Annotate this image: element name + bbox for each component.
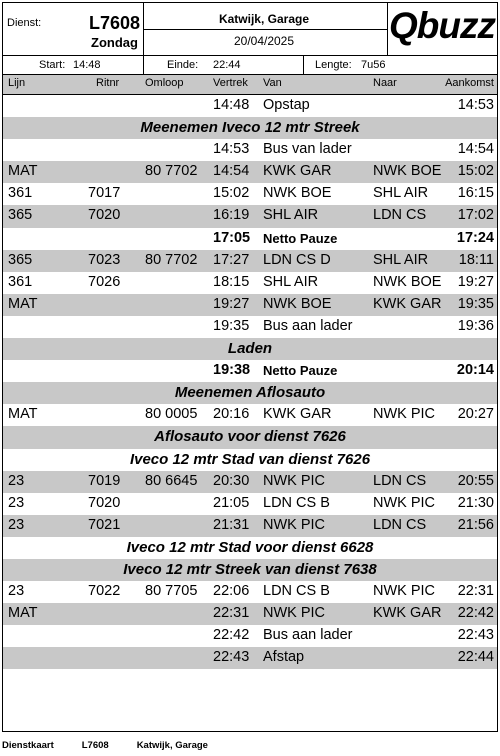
cell-van: LDN CS D bbox=[263, 251, 331, 268]
einde-label: Einde: bbox=[167, 59, 199, 71]
cell-aankomst: 14:53 bbox=[457, 97, 494, 113]
dienst-label: Dienst: bbox=[7, 17, 42, 29]
cell-van: NWK PIC bbox=[263, 516, 326, 533]
cell-vertrek: 18:15 bbox=[213, 273, 250, 290]
einde-time: 22:44 bbox=[213, 59, 241, 71]
col-aankomst: Aankomst bbox=[445, 77, 494, 89]
col-van: Van bbox=[263, 77, 282, 89]
cell-aankomst: 17:02 bbox=[457, 207, 494, 224]
card-header bbox=[3, 3, 497, 55]
table-row bbox=[3, 404, 497, 426]
cell-vertrek: 16:19 bbox=[213, 207, 250, 224]
cell-van: KWK GAR bbox=[263, 406, 332, 423]
pause-row bbox=[3, 228, 497, 250]
cell-aankomst: 15:02 bbox=[457, 163, 494, 180]
cell-aankomst: 20:27 bbox=[457, 406, 494, 423]
cell-aankomst: 19:36 bbox=[457, 317, 494, 334]
cell-naar: LDN CS bbox=[373, 472, 427, 489]
cell-aankomst: 18:11 bbox=[458, 251, 494, 268]
cell-van: KWK GAR bbox=[263, 163, 332, 180]
footer-title: Dienstkaart bbox=[2, 740, 54, 751]
table-row bbox=[3, 161, 497, 183]
col-lijn: Lijn bbox=[8, 77, 26, 89]
col-naar: Naar bbox=[373, 77, 397, 89]
table-row bbox=[3, 647, 497, 669]
start-time: 14:48 bbox=[73, 59, 101, 71]
cell-aankomst: 19:27 bbox=[457, 273, 494, 290]
cell-aankomst: 22:43 bbox=[457, 627, 494, 644]
cell-aankomst: 17:24 bbox=[456, 229, 494, 246]
cell-vertrek: 14:48 bbox=[213, 97, 250, 113]
cell-ritnr: 7021 bbox=[88, 516, 121, 533]
divider bbox=[303, 56, 304, 74]
section-row bbox=[3, 449, 497, 471]
cell-aankomst: 19:35 bbox=[457, 295, 494, 312]
location: Katwijk, Garage bbox=[218, 12, 310, 26]
table-row bbox=[3, 95, 497, 117]
dienst-day: Zondag bbox=[91, 35, 138, 50]
cell-naar: KWK GAR bbox=[373, 295, 442, 312]
divider bbox=[143, 56, 144, 74]
footer bbox=[2, 740, 236, 751]
cell-vertrek: 17:27 bbox=[213, 251, 250, 268]
cell-naar: KWK GAR bbox=[373, 605, 442, 622]
cell-lijn: 365 bbox=[8, 251, 33, 268]
cell-vertrek: 19:38 bbox=[213, 362, 251, 379]
cell-van: Opstap bbox=[263, 97, 310, 113]
table-row bbox=[3, 183, 497, 205]
cell-lijn: 365 bbox=[8, 207, 33, 224]
cell-ritnr: 7026 bbox=[88, 273, 121, 290]
section-title: Iveco 12 mtr Streek van dienst 7638 bbox=[123, 560, 377, 578]
table-row bbox=[3, 603, 497, 625]
duty-card bbox=[2, 2, 498, 732]
cell-vertrek: 21:05 bbox=[213, 494, 250, 511]
cell-naar: LDN CS bbox=[373, 207, 427, 224]
cell-lijn: MAT bbox=[8, 406, 38, 423]
cell-lijn: 23 bbox=[8, 472, 25, 489]
cell-vertrek: 22:31 bbox=[213, 605, 250, 622]
cell-van: NWK PIC bbox=[263, 605, 326, 622]
section-title: Iveco 12 mtr Stad voor dienst 6628 bbox=[126, 538, 374, 556]
cell-omloop: 80 0005 bbox=[145, 406, 198, 423]
cell-vertrek: 19:27 bbox=[213, 295, 250, 312]
cell-aankomst: 22:44 bbox=[457, 649, 494, 666]
table-row bbox=[3, 625, 497, 647]
cell-lijn: MAT bbox=[8, 163, 38, 180]
cell-van: LDN CS B bbox=[263, 494, 330, 511]
cell-vertrek: 20:16 bbox=[213, 406, 250, 423]
cell-naar: NWK BOE bbox=[373, 163, 442, 180]
divider bbox=[143, 29, 387, 30]
cell-van: SHL AIR bbox=[263, 207, 319, 224]
cell-naar: SHL AIR bbox=[373, 185, 429, 202]
table-row bbox=[3, 471, 497, 493]
section-title: Meenemen Aflosauto bbox=[174, 384, 326, 402]
table-row bbox=[3, 250, 497, 272]
col-vertrek: Vertrek bbox=[213, 77, 248, 89]
cell-van: Bus aan lader bbox=[263, 627, 353, 644]
qbuzz-logo: Qbuzz bbox=[389, 5, 495, 46]
lengte-label: Lengte: bbox=[315, 59, 352, 71]
cell-vertrek: 21:31 bbox=[213, 516, 250, 533]
cell-naar: NWK PIC bbox=[373, 583, 436, 600]
cell-aankomst: 21:30 bbox=[457, 494, 494, 511]
cell-van: Afstap bbox=[263, 649, 305, 666]
cell-vertrek: 20:30 bbox=[213, 472, 250, 489]
cell-vertrek: 22:42 bbox=[213, 627, 250, 644]
start-label: Start: bbox=[39, 59, 66, 71]
table-row bbox=[3, 139, 497, 161]
table-row bbox=[3, 294, 497, 316]
cell-van: SHL AIR bbox=[263, 273, 319, 290]
cell-naar: NWK PIC bbox=[373, 494, 436, 511]
section-row bbox=[3, 426, 497, 448]
schedule-table bbox=[3, 95, 497, 692]
section-row bbox=[3, 559, 497, 581]
cell-naar: NWK BOE bbox=[373, 273, 442, 290]
table-row bbox=[3, 581, 497, 603]
cell-van: NWK BOE bbox=[263, 295, 332, 312]
cell-aankomst: 22:31 bbox=[457, 583, 494, 600]
cell-naar: SHL AIR bbox=[373, 251, 429, 268]
cell-aankomst: 16:15 bbox=[457, 185, 494, 202]
cell-vertrek: 15:02 bbox=[213, 185, 250, 202]
cell-van: Bus aan lader bbox=[263, 317, 353, 334]
cell-lijn: 23 bbox=[8, 494, 25, 511]
cell-ritnr: 7023 bbox=[88, 251, 121, 268]
cell-ritnr: 7019 bbox=[88, 472, 121, 489]
section-row bbox=[3, 537, 497, 559]
section-title: Iveco 12 mtr Stad van dienst 7626 bbox=[129, 450, 371, 468]
cell-omloop: 80 6645 bbox=[145, 472, 198, 489]
section-title: Laden bbox=[227, 340, 273, 358]
column-header bbox=[3, 75, 497, 95]
shift-times bbox=[3, 55, 497, 75]
cell-lijn: 361 bbox=[8, 185, 33, 202]
cell-aankomst: 14:54 bbox=[457, 141, 494, 158]
cell-omloop: 80 7705 bbox=[145, 583, 198, 600]
cell-vertrek: 14:54 bbox=[213, 163, 250, 180]
cell-van: Bus van lader bbox=[263, 141, 352, 158]
dienst-number: L7608 bbox=[89, 13, 141, 33]
cell-vertrek: 22:43 bbox=[213, 649, 250, 666]
cell-aankomst: 20:14 bbox=[456, 362, 494, 379]
section-title: Aflosauto voor dienst 7626 bbox=[154, 428, 346, 446]
cell-omloop: 80 7702 bbox=[145, 163, 198, 180]
table-row bbox=[3, 669, 497, 691]
table-row bbox=[3, 493, 497, 515]
cell-van: Netto Pauze bbox=[263, 230, 338, 246]
table-row bbox=[3, 515, 497, 537]
cell-naar: LDN CS bbox=[373, 516, 427, 533]
cell-van: NWK BOE bbox=[263, 185, 332, 202]
cell-aankomst: 22:42 bbox=[457, 605, 494, 622]
cell-lijn: 361 bbox=[8, 273, 33, 290]
cell-naar: NWK PIC bbox=[373, 406, 436, 423]
cell-ritnr: 7017 bbox=[88, 185, 121, 202]
cell-ritnr: 7022 bbox=[88, 583, 121, 600]
cell-vertrek: 14:53 bbox=[213, 141, 250, 158]
footer-dienst: L7608 bbox=[81, 740, 109, 751]
table-row bbox=[3, 316, 497, 338]
col-ritnr: Ritnr bbox=[96, 77, 120, 89]
cell-vertrek: 17:05 bbox=[213, 229, 251, 246]
cell-lijn: 23 bbox=[8, 583, 25, 600]
cell-lijn: 23 bbox=[8, 516, 25, 533]
table-row bbox=[3, 272, 497, 294]
pause-row bbox=[3, 360, 497, 382]
footer-location: Katwijk, Garage bbox=[136, 740, 208, 751]
cell-van: LDN CS B bbox=[263, 583, 330, 600]
cell-ritnr: 7020 bbox=[88, 494, 121, 511]
cell-aankomst: 21:56 bbox=[457, 516, 494, 533]
cell-lijn: MAT bbox=[8, 605, 38, 622]
date: 20/04/2025 bbox=[233, 34, 295, 48]
cell-lijn: MAT bbox=[8, 295, 38, 312]
cell-van: Netto Pauze bbox=[263, 363, 338, 379]
cell-vertrek: 22:06 bbox=[213, 583, 250, 600]
section-row bbox=[3, 117, 497, 139]
section-row bbox=[3, 382, 497, 404]
col-omloop: Omloop bbox=[145, 77, 184, 89]
cell-omloop: 80 7702 bbox=[145, 251, 198, 268]
section-row bbox=[3, 338, 497, 360]
lengte-value: 7u56 bbox=[361, 59, 386, 71]
cell-aankomst: 20:55 bbox=[457, 472, 494, 489]
table-row bbox=[3, 205, 497, 227]
cell-ritnr: 7020 bbox=[88, 207, 121, 224]
cell-van: NWK PIC bbox=[263, 472, 326, 489]
cell-vertrek: 19:35 bbox=[213, 317, 250, 334]
section-title: Meenemen Iveco 12 mtr Streek bbox=[140, 119, 360, 137]
